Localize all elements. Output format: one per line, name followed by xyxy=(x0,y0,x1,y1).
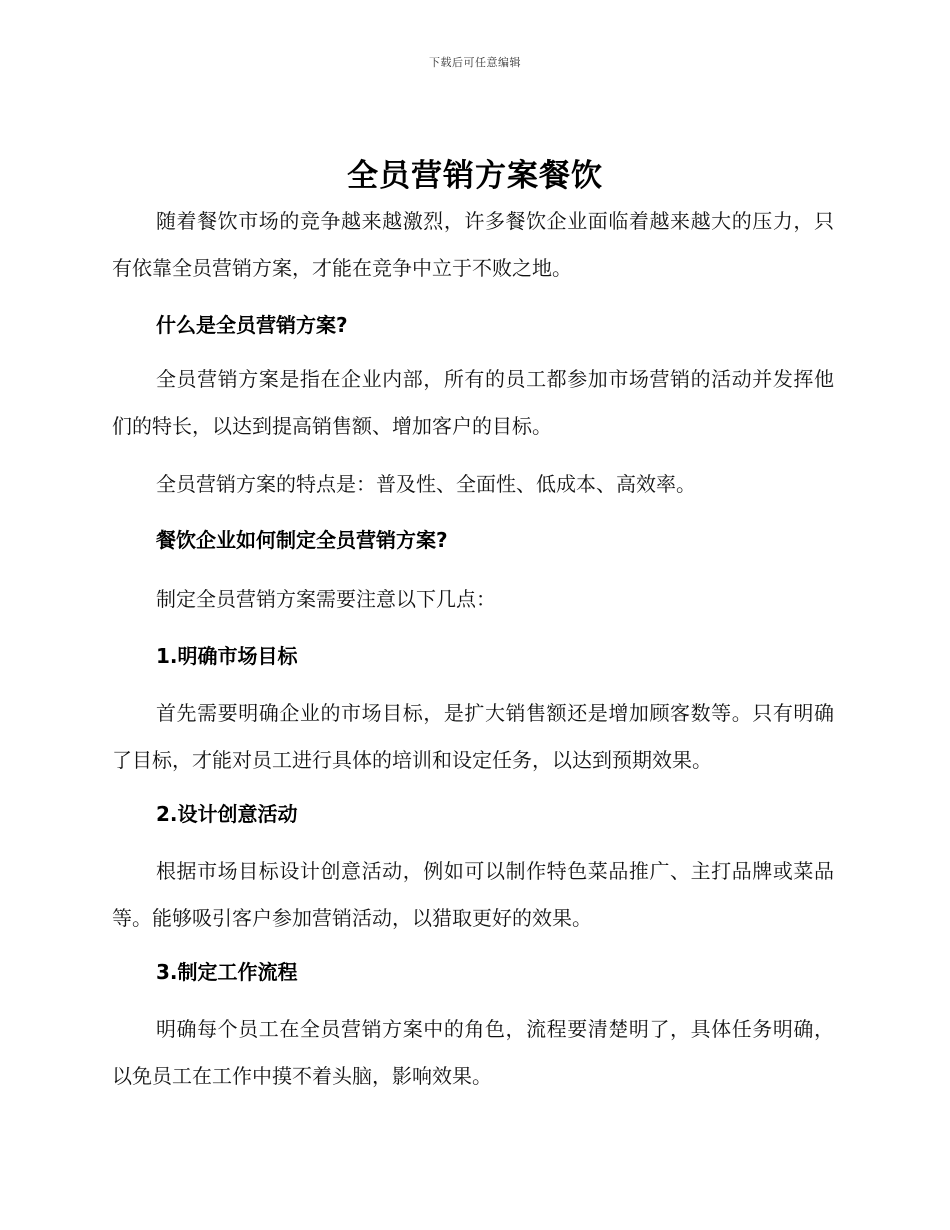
section-heading-what: 什么是全员营销方案? xyxy=(156,313,348,337)
lead-text: 制定全员营销方案需要注意以下几点： xyxy=(156,587,496,611)
step-paragraph-2 xyxy=(112,848,834,942)
lead-paragraph xyxy=(112,576,834,623)
step-heading-3: 3.制定工作流程 xyxy=(156,960,298,984)
step-paragraph-3 xyxy=(112,1006,834,1100)
step-text-1: 首先需要明确企业的市场目标，是扩大销售额还是增加顾客数等。只有明确了目标，才能对员工进行具体的培训和设定任务，以达到预期效果。 xyxy=(112,701,834,772)
step-heading-1: 1.明确市场目标 xyxy=(156,644,298,668)
page-header-note: 下载后可任意编辑 xyxy=(429,56,521,69)
step-text-2: 根据市场目标设计创意活动，例如可以制作特色菜品推广、主打品牌或菜品等。能够吸引客户参加营销活动，以猎取更好的效果。 xyxy=(112,859,834,930)
intro-text: 随着餐饮市场的竞争越来越激烈，许多餐饮企业面临着越来越大的压力，只有依靠全员营销方案，才能在竞争中立于不败之地。 xyxy=(112,209,834,280)
features-paragraph xyxy=(112,461,834,508)
step-paragraph-1 xyxy=(112,690,834,784)
definition-paragraph xyxy=(112,356,834,450)
intro-paragraph xyxy=(112,198,834,292)
step-text-3: 明确每个员工在全员营销方案中的角色，流程要清楚明了，具体任务明确，以免员工在工作中摸不着头脑，影响效果。 xyxy=(112,1017,834,1088)
features-text: 全员营销方案的特点是：普及性、全面性、低成本、高效率。 xyxy=(156,472,696,496)
definition-text: 全员营销方案是指在企业内部，所有的员工都参加市场营销的活动并发挥他们的特长，以达到提高销售额、增加客户的目标。 xyxy=(112,367,834,438)
section-heading-how: 餐饮企业如何制定全员营销方案? xyxy=(156,528,448,552)
document-title: 全员营销方案餐饮 xyxy=(347,158,603,194)
step-heading-2: 2.设计创意活动 xyxy=(156,802,298,826)
